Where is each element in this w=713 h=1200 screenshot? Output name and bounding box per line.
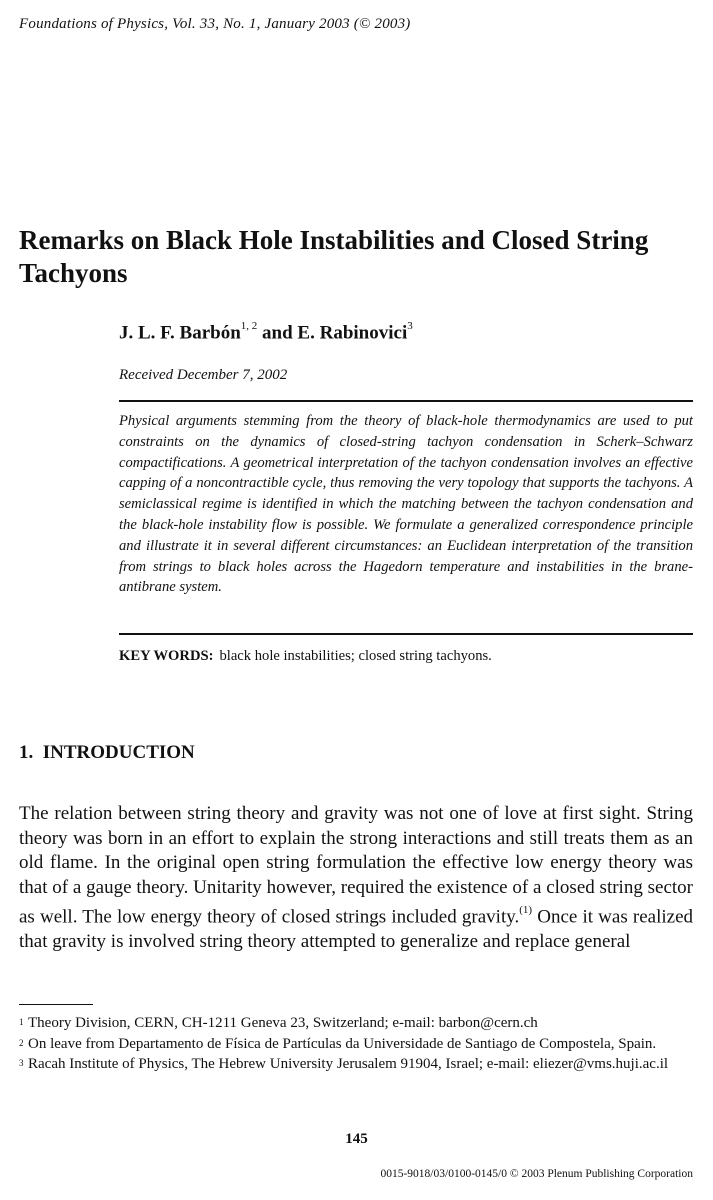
footnote-mark: 3 [19,1058,24,1068]
footnote-mark: 2 [19,1037,24,1048]
keywords-line [119,648,492,665]
footnote [19,1054,693,1075]
body-paragraph [19,802,693,954]
keywords-label: KEY WORDS: [119,648,214,664]
page-number: 145 [345,1131,368,1147]
copyright-line: 0015-9018/03/0100-0145/0 © 2003 Plenum Publishing Corporation [380,1168,693,1180]
abstract-bottom-rule [119,633,693,635]
footnote-text: Theory Division, CERN, CH-1211 Geneva 23, Switzerland; e-mail: barbon@cern.ch [28,1015,538,1031]
paragraph-text: The relation between string theory and gravity was not one of love at first sight. String theory was born in an effort to explain the strong interactions and still treats them as an old flame. In the original open string formulation the effective low energy theory was that of a gauge theory. Unitarity however, required the existence of a closed string sector as well. The low energy theory of closed strings included gravity. [19,803,693,928]
author-name: J. L. F. Barbón [119,322,241,344]
footnote-text: On leave from Departamento de Física de Partículas da Universidade de Santiago de Compostela, Spain. [28,1035,657,1052]
citation-link[interactable]: (1) [519,904,533,916]
author-line [119,322,413,344]
affiliation-mark: 3 [407,320,413,332]
abstract: Physical arguments stemming from the theory of black-hole thermodynamics are used to put constraints on the dynamics of closed-string tachyon condensation in Scherk–Schwarz compactifications. A geometrical interpretation of the tachyon condensation involves an effective capping of a noncontractible cycle, thus removing the very topology that supports the tachyons. A semiclassical regime is identified in which the matching between the tachyon condensation and the black-hole instability flow is possible. We formulate a generalized correspondence principle and illustrate it in several different circumstances: an Euclidean interpretation of the transition from strings to black holes across the Hagedorn temperature and instabilities in the brane-antibrane system. [119,413,693,596]
paper-title: Remarks on Black Hole Instabilities and Closed String Tachyons [19,225,649,288]
footnote-mark: 1 [19,1017,24,1027]
author-name: E. Rabinovici [297,322,408,344]
author-connector: and [257,322,298,344]
paragraph-text: Once it was realized that gravity is involved string theory attempted to generalize and replace general [19,906,693,952]
keywords-text: black hole instabilities; closed string tachyons. [219,648,492,664]
footnote-divider [19,1004,93,1005]
abstract-top-rule [119,400,693,402]
journal-header: Foundations of Physics, Vol. 33, No. 1, January 2003 (© 2003) [19,16,411,32]
footnote-text: Racah Institute of Physics, The Hebrew University Jerusalem 91904, Israel; e-mail: eliezer@vms.huji.ac.il [28,1056,669,1072]
footnotes [19,1013,693,1075]
footnote [19,1034,693,1055]
section-heading: 1. INTRODUCTION [19,742,195,763]
received-date: Received December 7, 2002 [119,367,288,383]
affiliation-mark: 1, 2 [240,320,258,332]
footnote [19,1013,693,1034]
